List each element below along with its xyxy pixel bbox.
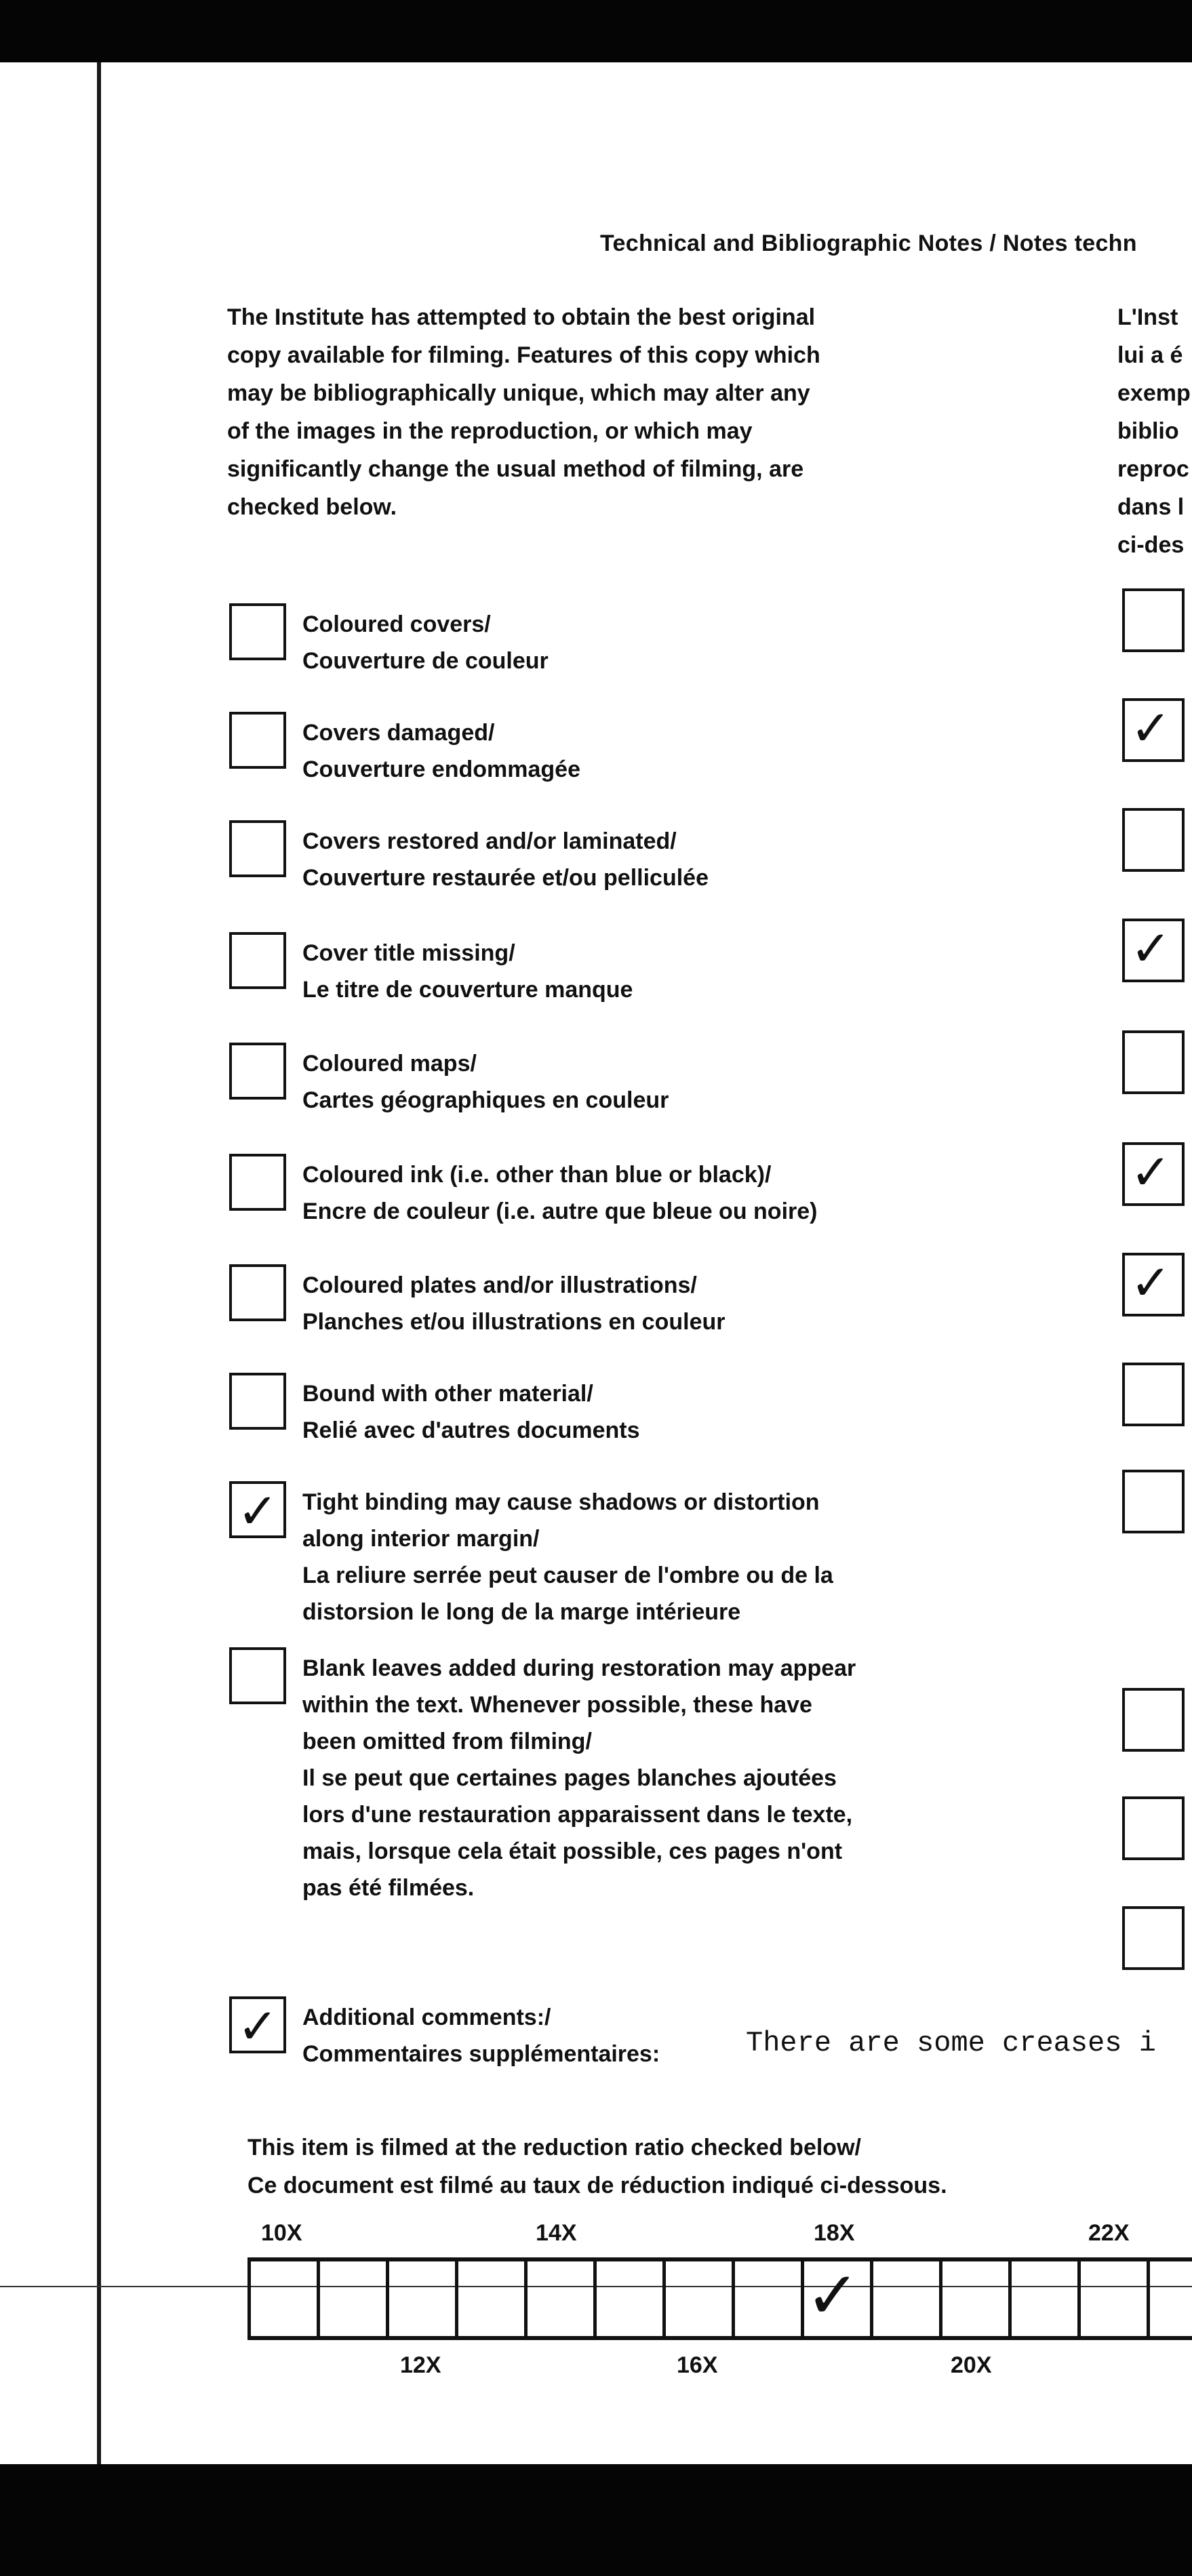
- intro-line: significantly change the usual method of filming, are: [227, 456, 804, 482]
- item-label: within the text. Whenever possible, these have: [302, 1692, 812, 1718]
- checkbox[interactable]: [229, 1264, 286, 1321]
- right-checkbox-checked[interactable]: [1122, 1253, 1185, 1316]
- checkbox[interactable]: [229, 603, 286, 660]
- right-checkbox[interactable]: [1122, 1030, 1185, 1094]
- item-label: along interior margin/: [302, 1526, 540, 1552]
- item-label-fr: Couverture de couleur: [302, 648, 549, 674]
- item-label: Blank leaves added during restoration may appear: [302, 1655, 856, 1681]
- french-intro-line: exemp: [1117, 380, 1191, 406]
- ratio-cell-checked[interactable]: [801, 2257, 870, 2336]
- right-checkbox-checked[interactable]: [1122, 919, 1185, 982]
- item-label-en: Coloured covers/: [302, 611, 491, 637]
- item-label-en: Cover title missing/: [302, 940, 515, 966]
- french-intro-paragraph: [1117, 298, 1192, 564]
- right-checkbox[interactable]: [1122, 1796, 1185, 1860]
- ratio-cell[interactable]: [662, 2261, 732, 2336]
- ratio-cell[interactable]: [870, 2261, 939, 2336]
- checkbox-checked[interactable]: [229, 1996, 286, 2053]
- right-checkbox[interactable]: [1122, 1906, 1185, 1970]
- ratio-cell[interactable]: [732, 2261, 801, 2336]
- ratio-cell[interactable]: [1008, 2261, 1077, 2336]
- comments-value: There are some creases i: [746, 2027, 1156, 2059]
- french-intro-line: L'Inst: [1117, 304, 1178, 330]
- item-label-en: Bound with other material/: [302, 1381, 593, 1407]
- reduction-line-en: This item is filmed at the reduction ratio checked below/: [247, 2135, 861, 2160]
- item-label-fr: Encre de couleur (i.e. autre que bleue ou noire): [302, 1199, 818, 1224]
- ratio-cell[interactable]: [455, 2261, 524, 2336]
- item-label: pas été filmées.: [302, 1875, 475, 1901]
- right-checkbox[interactable]: [1122, 808, 1185, 872]
- checkbox[interactable]: [229, 1154, 286, 1211]
- item-label-en: Coloured maps/: [302, 1051, 477, 1076]
- ratio-cell[interactable]: [247, 2261, 317, 2336]
- intro-line: The Institute has attempted to obtain the best original: [227, 304, 816, 330]
- reduction-statement: [247, 2129, 947, 2205]
- ratio-label-16x: 16X: [677, 2352, 718, 2378]
- checkbox[interactable]: [229, 1043, 286, 1100]
- item-label: lors d'une restauration apparaissent dans le texte,: [302, 1802, 853, 1828]
- comments-label-fr: Commentaires supplémentaires:: [302, 2041, 660, 2067]
- french-intro-line: lui a é: [1117, 342, 1183, 368]
- checkbox[interactable]: [229, 1647, 286, 1704]
- ratio-label-10x: 10X: [261, 2220, 302, 2246]
- ratio-cell[interactable]: [1077, 2261, 1147, 2336]
- page-title: Technical and Bibliographic Notes / Notes techn: [600, 230, 1137, 256]
- french-intro-line: ci-des: [1117, 532, 1185, 558]
- ratio-cell[interactable]: [386, 2261, 455, 2336]
- item-label: La reliure serrée peut causer de l'ombre ou de la: [302, 1563, 833, 1588]
- item-label-en: Coloured plates and/or illustrations/: [302, 1272, 697, 1298]
- french-intro-line: dans l: [1117, 494, 1185, 520]
- ratio-label-22x: 22X: [1088, 2220, 1130, 2246]
- item-label: Il se peut que certaines pages blanches ajoutées: [302, 1765, 837, 1791]
- item-label-fr: Planches et/ou illustrations en couleur: [302, 1309, 726, 1335]
- item-label-fr: Couverture endommagée: [302, 757, 580, 782]
- item-label-fr: Couverture restaurée et/ou pelliculée: [302, 865, 709, 891]
- intro-paragraph: [227, 298, 905, 526]
- ratio-label-18x: 18X: [814, 2220, 855, 2246]
- checkbox[interactable]: [229, 820, 286, 877]
- ratio-cell[interactable]: [939, 2261, 1008, 2336]
- right-checkbox-checked[interactable]: [1122, 698, 1185, 762]
- right-checkbox[interactable]: [1122, 1688, 1185, 1752]
- comments-label-en: Additional comments:/: [302, 2005, 551, 2030]
- checkmark-icon: ✓: [806, 2257, 860, 2333]
- item-label: Tight binding may cause shadows or distortion: [302, 1489, 820, 1515]
- item-label: mais, lorsque cela était possible, ces pages n'ont: [302, 1838, 843, 1864]
- right-checkbox[interactable]: [1122, 1470, 1185, 1533]
- item-label-en: Covers damaged/: [302, 720, 495, 746]
- checkbox[interactable]: [229, 1373, 286, 1430]
- checkmark-icon: ✓: [1130, 1144, 1172, 1201]
- checkmark-icon: ✓: [237, 1483, 279, 1539]
- checkbox[interactable]: [229, 932, 286, 989]
- checkmark-icon: ✓: [1130, 1254, 1172, 1311]
- ratio-label-20x: 20X: [951, 2352, 992, 2378]
- right-checkbox[interactable]: [1122, 1363, 1185, 1426]
- reduction-ratio-grid: [247, 2257, 1192, 2340]
- ratio-cell[interactable]: [524, 2261, 593, 2336]
- ratio-cell[interactable]: [1147, 2261, 1192, 2336]
- ratio-label-14x: 14X: [536, 2220, 577, 2246]
- checkmark-icon: ✓: [237, 1998, 279, 2055]
- intro-line: of the images in the reproduction, or which may: [227, 418, 753, 444]
- intro-line: may be bibliographically unique, which may alter any: [227, 380, 810, 406]
- scan-top-border: [0, 0, 1192, 62]
- item-label-fr: Cartes géographiques en couleur: [302, 1087, 669, 1113]
- checkbox-checked[interactable]: [229, 1481, 286, 1538]
- item-label-fr: Relié avec d'autres documents: [302, 1417, 640, 1443]
- ratio-label-12x: 12X: [400, 2352, 441, 2378]
- french-intro-line: reproc: [1117, 456, 1189, 482]
- scan-bottom-border: [0, 2464, 1192, 2576]
- scan-left-edge: [97, 62, 101, 2464]
- item-label-en: Coloured ink (i.e. other than blue or black)/: [302, 1162, 772, 1188]
- item-label-fr: Le titre de couverture manque: [302, 977, 633, 1003]
- right-checkbox[interactable]: [1122, 588, 1185, 652]
- item-label: distorsion le long de la marge intérieure: [302, 1599, 741, 1625]
- intro-line: checked below.: [227, 494, 397, 520]
- checkmark-icon: ✓: [1130, 700, 1172, 757]
- intro-line: copy available for filming. Features of this copy which: [227, 342, 820, 368]
- ratio-cell[interactable]: [317, 2261, 386, 2336]
- checkmark-icon: ✓: [1130, 920, 1172, 977]
- french-intro-line: biblio: [1117, 418, 1179, 444]
- ratio-cell[interactable]: [593, 2261, 662, 2336]
- item-label-en: Covers restored and/or laminated/: [302, 828, 677, 854]
- reduction-line-fr: Ce document est filmé au taux de réduction indiqué ci-dessous.: [247, 2173, 947, 2198]
- checkbox[interactable]: [229, 712, 286, 769]
- item-label: been omitted from filming/: [302, 1729, 592, 1754]
- right-checkbox-checked[interactable]: [1122, 1142, 1185, 1206]
